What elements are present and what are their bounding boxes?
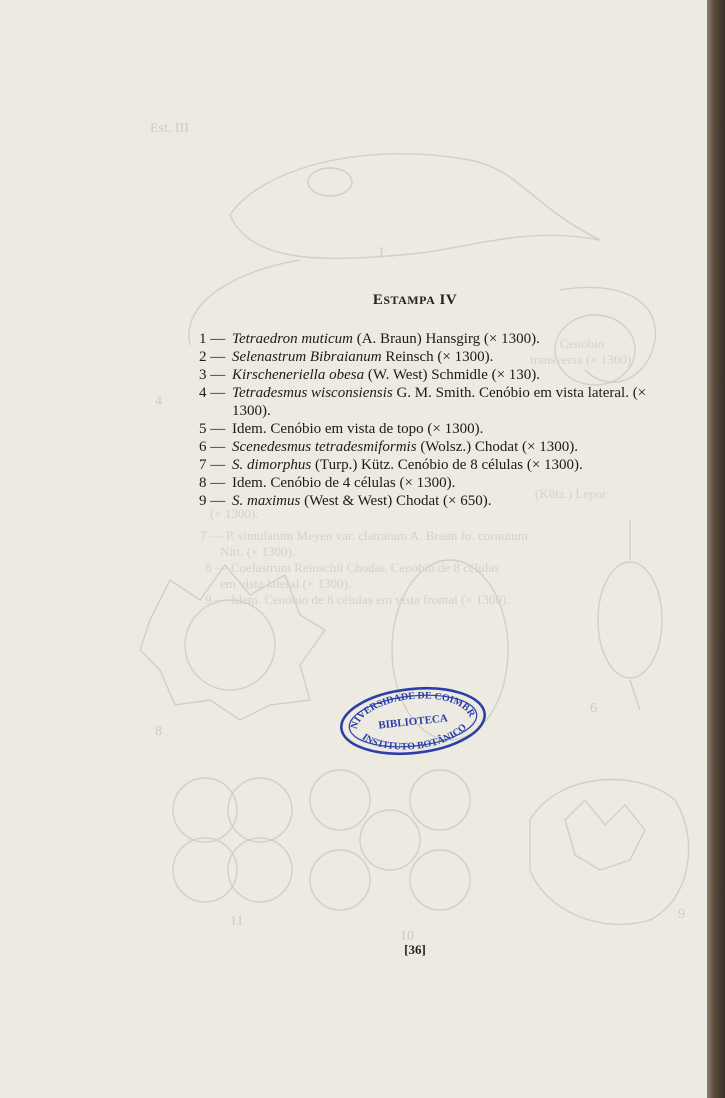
svg-text:Est. III: Est. III xyxy=(150,121,189,136)
legend-text xyxy=(232,456,669,474)
svg-text:em vista lateral (× 1300).: em vista lateral (× 1300). xyxy=(220,576,352,591)
legend-text xyxy=(232,330,669,348)
legend-number: 3 — xyxy=(199,367,226,383)
svg-text:9: 9 xyxy=(678,907,685,922)
legend-number: 5 — xyxy=(199,421,226,437)
species-name: Selenastrum Bibraianum xyxy=(232,349,382,365)
legend-detail: (Turp.) Kütz. Cenóbio de 8 células (× 1300). xyxy=(311,457,583,473)
legend-detail: Idem. Cenóbio de 4 células (× 1300). xyxy=(232,475,456,491)
legend-item xyxy=(199,474,669,492)
svg-text:(× 1300).: (× 1300). xyxy=(210,506,259,521)
svg-text:transversa (× 1300): transversa (× 1300) xyxy=(530,352,632,367)
plate-title-initial: E xyxy=(372,292,384,308)
legend-detail: Reinsch (× 1300). xyxy=(381,349,494,365)
plate-title-numeral: IV xyxy=(439,292,458,308)
svg-text:(Kütz.) Lepor: (Kütz.) Lepor xyxy=(535,486,607,501)
svg-text:10: 10 xyxy=(400,929,414,944)
page-number: [36] xyxy=(404,942,426,957)
legend-number: 4 — xyxy=(199,385,226,401)
legend-item xyxy=(199,420,669,438)
book-spine-edge xyxy=(707,0,725,1098)
legend-item xyxy=(199,438,669,456)
svg-text:Cenóbio: Cenóbio xyxy=(560,336,605,351)
svg-text:1: 1 xyxy=(378,245,385,260)
legend-number: 1 — xyxy=(199,331,226,347)
species-name: Kirscheneriella obesa xyxy=(232,367,365,383)
svg-text:UNIVERSIDADE DE COIMBRA: UNIVERSIDADE DE COIMBRA xyxy=(348,690,478,731)
plate-title xyxy=(0,292,707,309)
legend-number: 8 — xyxy=(199,475,226,491)
legend-text xyxy=(232,366,669,384)
svg-text:7 — P. simulatum Meyen var. cl: 7 — P. simulatum Meyen var. clatratum A. Braun fo. cornutum xyxy=(200,528,528,543)
legend-detail: (A. Braun) Hansgirg (× 1300). xyxy=(352,331,540,347)
svg-text:Nitt. (× 1300).: Nitt. (× 1300). xyxy=(220,544,296,559)
svg-text:INSTITUTO BOTÂNICO: INSTITUTO BOTÂNICO xyxy=(359,721,469,753)
library-stamp xyxy=(338,686,488,756)
svg-text:9 — Idem. Cenóbio de 8 células: 9 — Idem. Cenóbio de 8 células em vista frontal (× 1300). xyxy=(205,592,510,607)
legend-item xyxy=(199,330,669,348)
figure-legend xyxy=(199,330,669,510)
species-name: S. maximus xyxy=(232,493,301,509)
legend-detail: (Wolsz.) Chodat (× 1300). xyxy=(416,439,578,455)
legend-text xyxy=(232,384,669,420)
legend-text xyxy=(232,348,669,366)
legend-number: 2 — xyxy=(199,349,226,365)
species-name: S. dimorphus xyxy=(232,457,312,473)
species-name: Tetradesmus wisconsiensis xyxy=(232,385,393,401)
legend-detail: (West & West) Chodat (× 650). xyxy=(300,493,492,509)
legend-detail: G. M. Smith. Cenóbio em vista lateral. (× 1300). xyxy=(232,385,647,419)
svg-text:8: 8 xyxy=(155,724,162,739)
legend-text xyxy=(232,420,669,438)
legend-detail: Idem. Cenóbio em vista de topo (× 1300). xyxy=(232,421,484,437)
legend-number: 6 — xyxy=(199,439,226,455)
legend-text xyxy=(232,492,669,510)
svg-text:8 — Coelastrum Reinschii Choda: 8 — Coelastrum Reinschii Chodat. Cenóbio de 8 células xyxy=(205,560,500,575)
species-name: Tetraedron muticum xyxy=(232,331,353,347)
legend-number: 9 — xyxy=(199,493,226,509)
svg-text:4: 4 xyxy=(155,394,162,409)
legend-item xyxy=(199,384,669,420)
legend-text xyxy=(232,474,669,492)
svg-text:6: 6 xyxy=(590,701,597,716)
legend-number: 7 — xyxy=(199,457,226,473)
legend-item xyxy=(199,456,669,474)
legend-item xyxy=(199,366,669,384)
svg-text:BIBLIOTECA: BIBLIOTECA xyxy=(377,712,449,732)
species-name: Scenedesmus tetradesmiformis xyxy=(232,439,417,455)
legend-item xyxy=(199,492,669,510)
legend-detail: (W. West) Schmidle (× 130). xyxy=(364,367,541,383)
plate-title-rest: STAMPA xyxy=(383,293,436,307)
legend-text xyxy=(232,438,669,456)
legend-item xyxy=(199,348,669,366)
svg-text:11: 11 xyxy=(230,914,244,929)
